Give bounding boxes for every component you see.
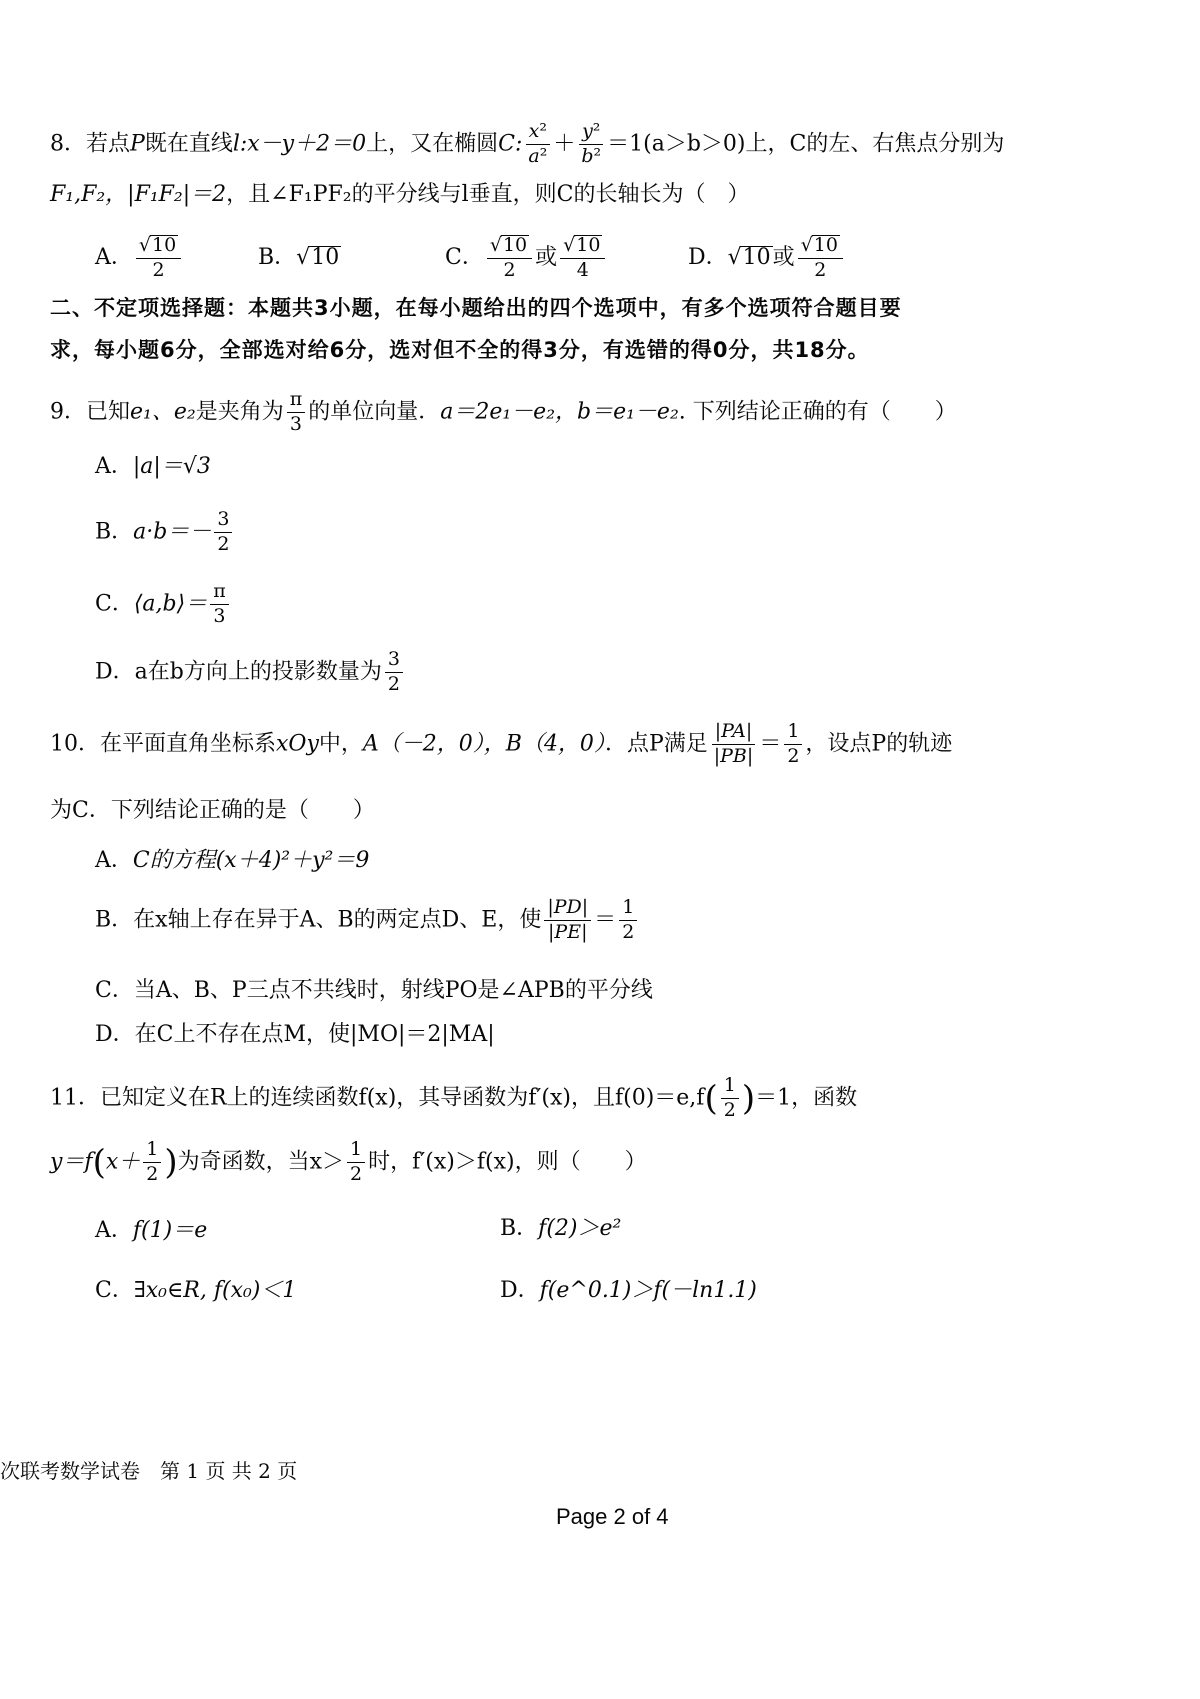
- page-number: Page 2 of 4: [556, 1504, 669, 1529]
- q10-stem-line1: 10．在平面直角坐标系xOy中，A（－2，0），B（4，0）．点P满足 $\frac{|PA|}{|PB|}$ ＝ $\frac{1}{2}$ ，设点P的轨迹: [50, 720, 953, 767]
- q10-option-b: B．在x轴上存在异于A、B的两定点D、E，使 $\frac{|PD|}{|PE|}$ ＝ $\frac{1}{2}$: [95, 898, 640, 943]
- q11-option-b: B．f(2)＞e²: [500, 1216, 622, 1241]
- q9-option-a: A．|a|＝√3: [95, 454, 211, 479]
- q8-line1: 8．若点P既在直线l:x－y＋2＝0上，又在椭圆C: $\frac{\text{x²}}{\text{a²}}$ ＋ $\frac{\text{y²}}{\text{b²}}$ ＝1(a＞b＞0)上，C的左、右焦点分别为: [50, 120, 1005, 167]
- q8-option-b: B．√10: [258, 245, 340, 270]
- exam-footer: 次联考数学试卷 第 1 页 共 2 页: [0, 1459, 298, 1483]
- q9-option-c: C．⟨a,b⟩＝ $\frac{\pi}{3}$: [95, 582, 232, 627]
- q9-option-d: D．a在b方向上的投影数量为 $\frac{3}{2}$: [95, 650, 406, 695]
- q8-option-a: A． $\frac{√10}{2}$: [95, 235, 184, 281]
- ellipse-y-frac: $\frac{\text{y²}}{\text{b²}}$: [578, 122, 604, 167]
- section2-heading-line2: 求，每小题6分，全部选对给6分，选对但不全的得3分，有选错的得0分，共18分。: [50, 338, 870, 362]
- q11-stem-line2: y＝f(x＋ $\frac{1}{2}$ )为奇函数，当x＞ $\frac{1}{2}$ 时，f′(x)＞f(x)，则（ ）: [50, 1138, 647, 1185]
- q11-option-c: C．∃x₀∈R, f(x₀)＜1: [95, 1278, 297, 1303]
- section2-heading-line1: 二、不定项选择题：本题共3小题，在每小题给出的四个选项中，有多个选项符合题目要: [50, 296, 902, 320]
- q11-option-d: D．f(e^0.1)＞f(－ln1.1): [500, 1278, 757, 1303]
- ellipse-x-frac: $\frac{\text{x²}}{\text{a²}}$: [525, 122, 550, 167]
- q8-option-c: C． $\frac{√10}{2}$ 或 $\frac{√10}{4}$: [445, 235, 608, 281]
- q11-stem-line1: 11．已知定义在R上的连续函数f(x)，其导函数为f′(x)，且f(0)＝e,f( $\frac{1}{2}$ )＝1，函数: [50, 1074, 858, 1121]
- q8-option-d: D．√10或 $\frac{√10}{2}$: [688, 235, 846, 281]
- q9-option-b: B．a·b＝－ $\frac{3}{2}$: [95, 510, 235, 555]
- q11-option-a: A．f(1)＝e: [95, 1218, 208, 1243]
- q8-line2: F₁,F₂，|F₁F₂|＝2，且∠F₁PF₂的平分线与l垂直，则C的长轴长为（ ）: [50, 182, 750, 207]
- q10-stem-line2: 为C．下列结论正确的是（ ）: [50, 798, 375, 823]
- q10-option-d: D．在C上不存在点M，使|MO|＝2|MA|: [95, 1022, 495, 1047]
- q10-option-a: A．C的方程(x＋4)²＋y²＝9: [95, 848, 370, 873]
- q9-stem: 9．已知e₁、e₂是夹角为 $\frac{\pi}{3}$ 的单位向量．a＝2e₁－e₂，b＝e₁－e₂. 下列结论正确的有（ ）: [50, 388, 957, 435]
- q10-option-c: C．当A、B、P三点不共线时，射线PO是∠APB的平分线: [95, 978, 653, 1003]
